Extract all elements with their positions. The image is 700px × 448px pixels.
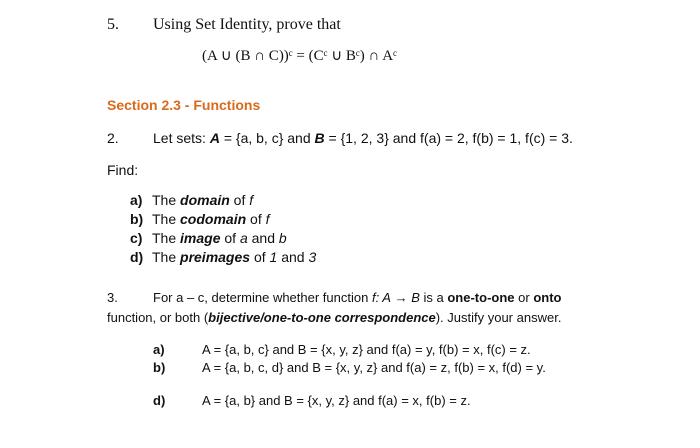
- q3-text: or: [514, 290, 534, 305]
- q3-text: function, or both (: [107, 310, 209, 325]
- q2-item-var: f: [265, 211, 270, 227]
- q2-item-term: preimages: [180, 249, 251, 265]
- q3-text: ). Justify your answer.: [435, 310, 562, 325]
- q2-item-var: a: [239, 230, 248, 246]
- q2-item-text: of: [246, 211, 266, 227]
- q3-term-bijective: bijective/one-to-one correspondence: [208, 310, 436, 325]
- q3-number: 3.: [107, 290, 118, 305]
- q5-number: 5.: [107, 16, 119, 33]
- q3-term-onto: onto: [533, 290, 562, 305]
- q2-item-a: [130, 192, 253, 208]
- q2-item-var: b: [278, 230, 287, 246]
- q3-item-letter: a): [153, 342, 165, 357]
- q3-item-b-text: A = {a, b, c, d} and B = {x, y, z} and f(a) = z, f(b) = x, f(d) = y.: [202, 360, 546, 375]
- q2-item-letter: b): [130, 211, 144, 227]
- q5-equation: (A ∪ (B ∩ C))ᶜ = (Cᶜ ∪ Bᶜ) ∩ Aᶜ: [202, 48, 397, 64]
- q2-item-text: of: [220, 230, 240, 246]
- q3-item-d-text: A = {a, b} and B = {x, y, z} and f(a) = x, f(b) = z.: [202, 393, 471, 408]
- q3-item-a-text: A = {a, b, c} and B = {x, y, z} and f(a) = y, f(b) = x, f(c) = z.: [202, 342, 531, 357]
- q3-term-one-to-one: one-to-one: [447, 290, 515, 305]
- q2-item-letter: a): [130, 192, 143, 208]
- q2-item-var: 3: [308, 249, 317, 265]
- q2-item-term: image: [180, 230, 221, 246]
- q2-item-term: domain: [180, 192, 230, 208]
- q2-item-c: [130, 230, 287, 246]
- q2-number: 2.: [107, 130, 119, 146]
- q2-set-a: A: [209, 130, 220, 146]
- q2-item-text: of: [250, 249, 270, 265]
- q2-find-label: Find:: [107, 162, 139, 178]
- q2-item-var: f: [249, 192, 254, 208]
- arrow-icon: →: [390, 290, 412, 305]
- q2-item-text: The: [152, 211, 181, 227]
- q2-item-text: of: [229, 192, 250, 208]
- q3-line1: [153, 290, 561, 305]
- q2-item-text: The: [152, 230, 181, 246]
- q3-item-letter: d): [153, 393, 166, 408]
- section-title: Section 2.3 - Functions: [107, 97, 261, 113]
- q3-line2: [107, 310, 561, 325]
- q3-text: For a – c, determine whether function: [153, 290, 372, 305]
- q2-set-b: B: [314, 130, 325, 146]
- q2-item-letter: d): [130, 249, 144, 265]
- q2-mapping: f(a) = 2, f(b) = 1, f(c) = 3.: [420, 130, 573, 146]
- q2-item-letter: c): [130, 230, 143, 246]
- q2-item-term: codomain: [180, 211, 247, 227]
- q2-statement: [153, 130, 573, 146]
- q5-text: Using Set Identity, prove that: [153, 16, 341, 33]
- q2-set-a-value: = {a, b, c} and: [219, 130, 315, 146]
- q3-text: is a: [419, 290, 448, 305]
- q2-set-b-value: = {1, 2, 3} and: [324, 130, 421, 146]
- q2-item-d: [130, 249, 316, 265]
- q2-item-text: and: [247, 230, 279, 246]
- q2-item-var: 1: [269, 249, 278, 265]
- q2-item-text: The: [152, 192, 181, 208]
- q2-item-text: and: [277, 249, 309, 265]
- q3-set-b: B: [411, 290, 420, 305]
- q2-item-b: [130, 211, 270, 227]
- q3-function: f: A: [371, 290, 391, 305]
- q3-item-letter: b): [153, 360, 166, 375]
- q2-item-text: The: [152, 249, 181, 265]
- q2-intro: Let sets:: [153, 130, 210, 146]
